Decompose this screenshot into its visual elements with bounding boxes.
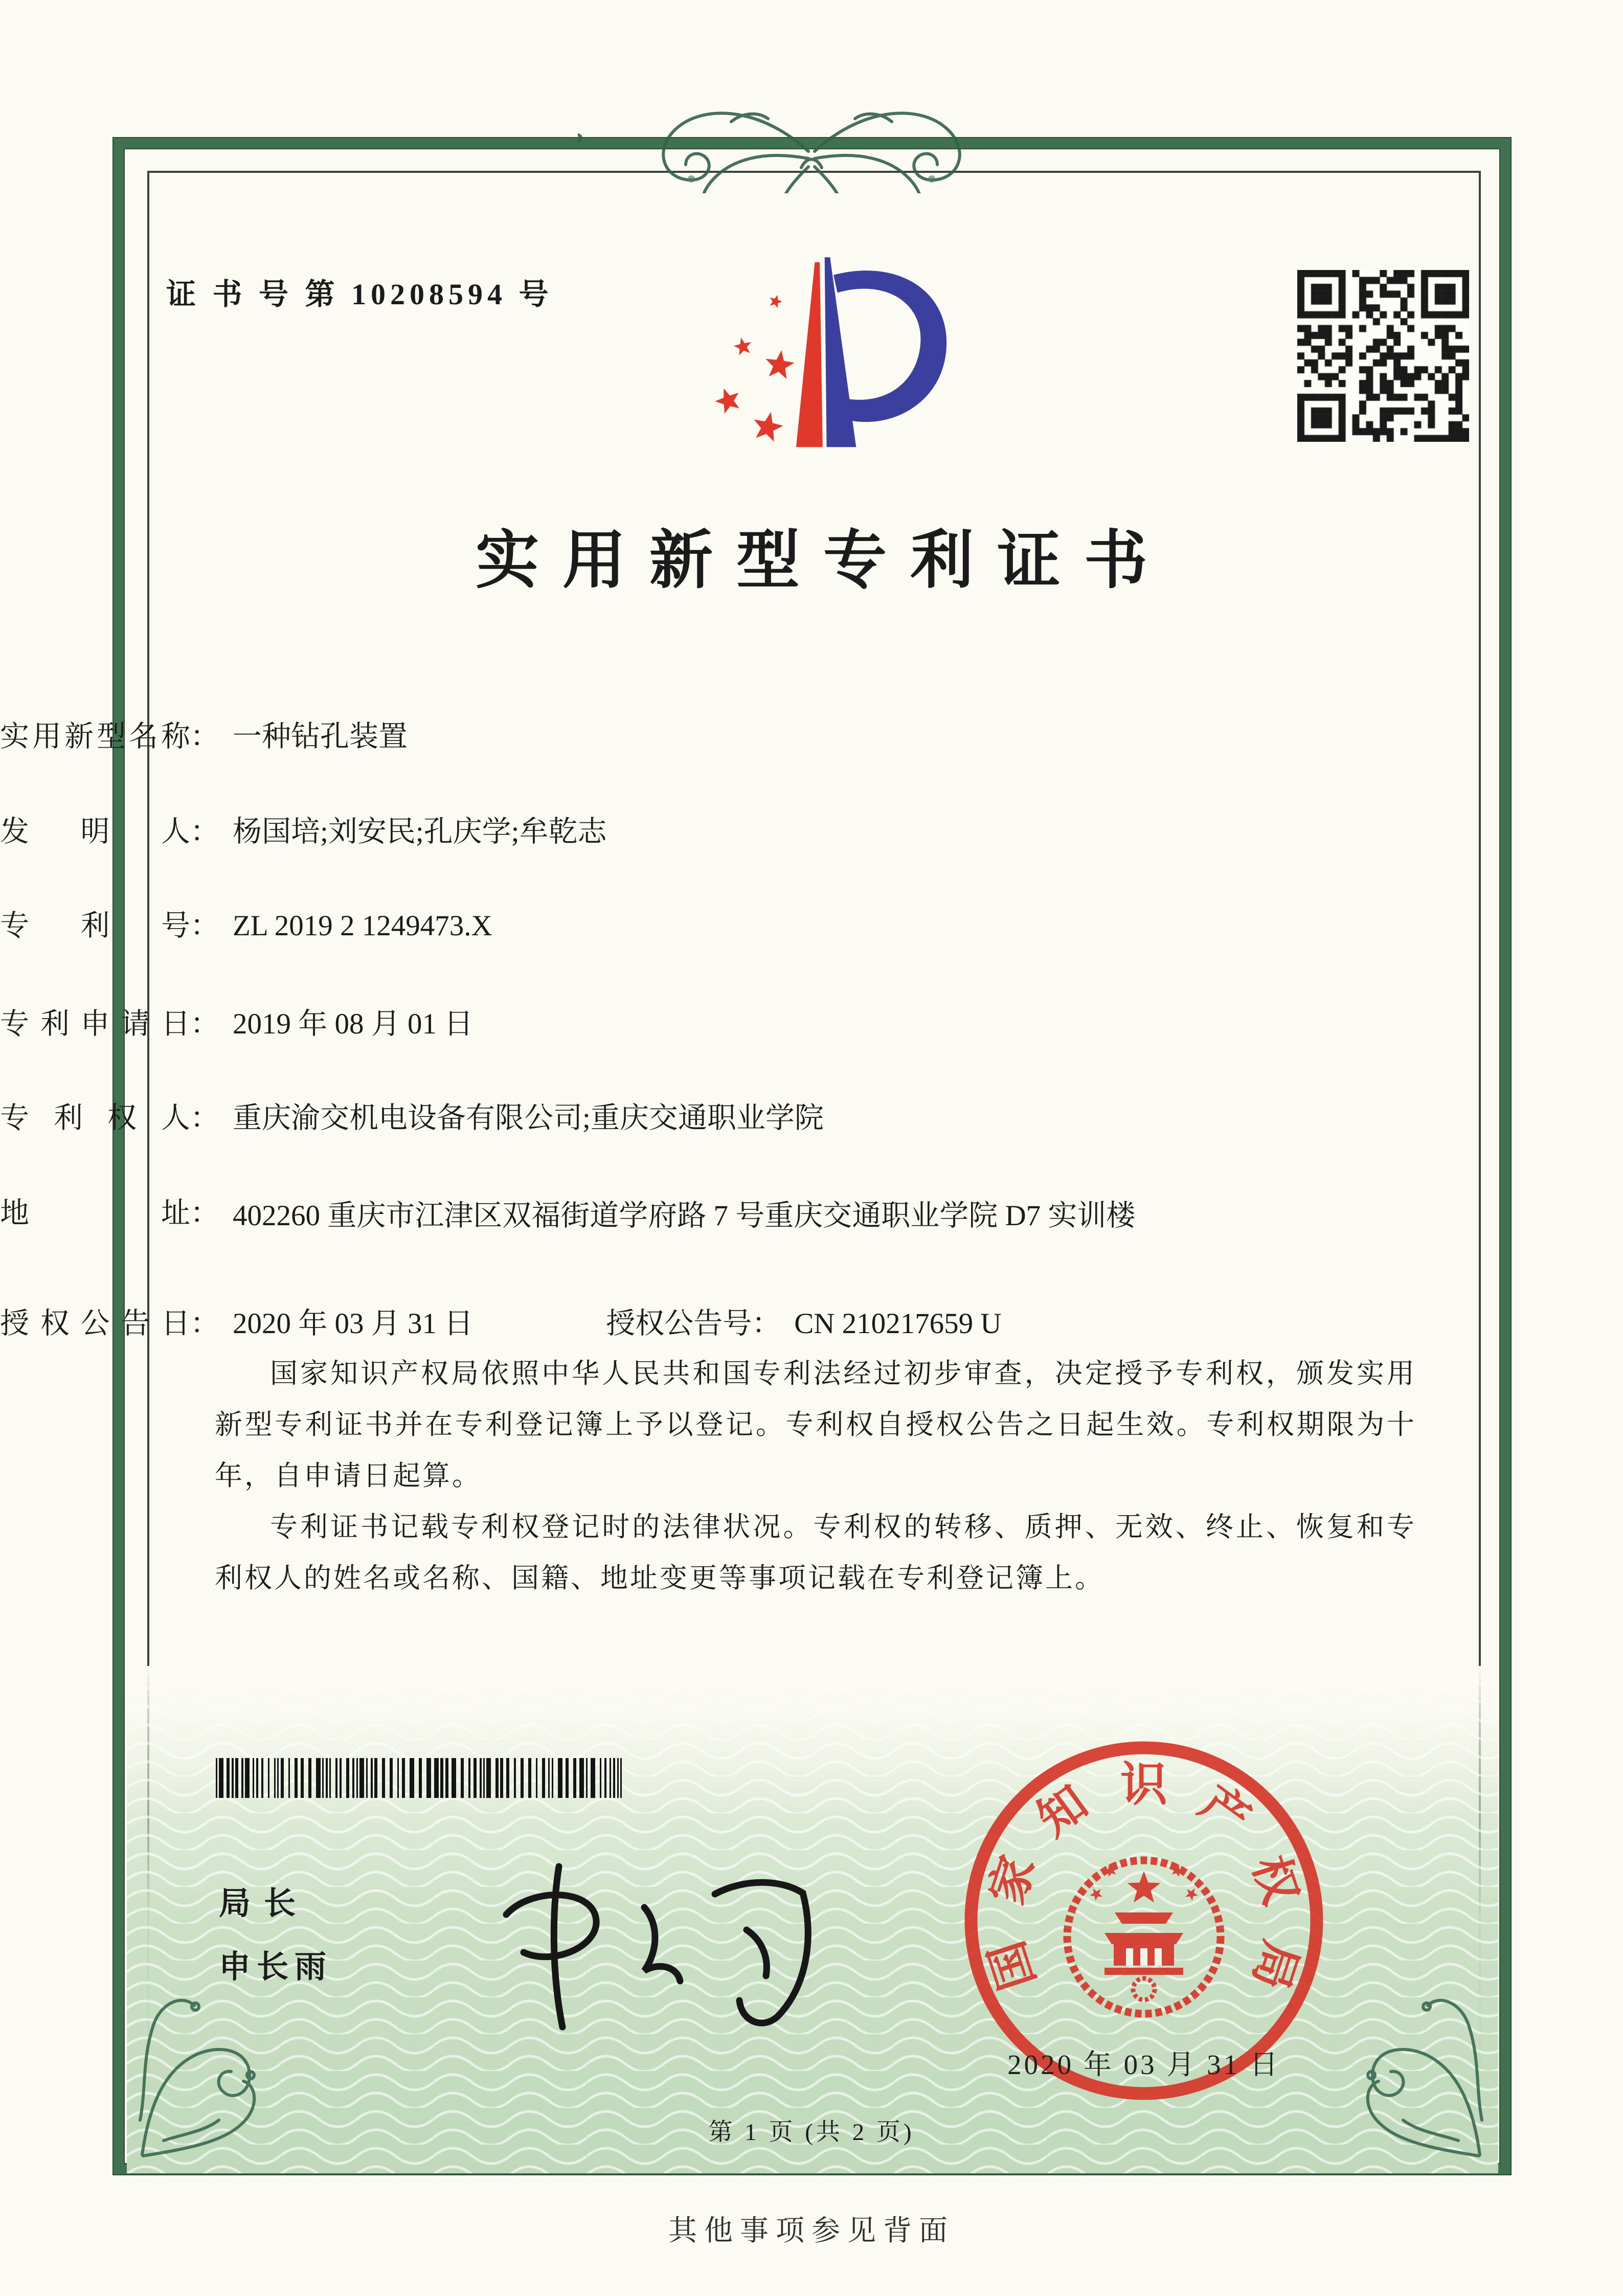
grant-no-label: 授权公告号: [606, 1308, 752, 1340]
director-name: 申长雨: [219, 1950, 333, 1985]
svg-text:权: 权: [1243, 1850, 1308, 1911]
director-signature: [476, 1837, 813, 2041]
field-colon: ：: [190, 910, 219, 942]
field-row-inventors: [0, 810, 607, 854]
field-colon: ：: [752, 1308, 781, 1340]
field-row-utility-name: [0, 715, 408, 759]
field-label: 地 址: [0, 1197, 190, 1229]
back-side-note: 其他事项参见背面: [668, 2215, 955, 2247]
grant-no-value: CN 210217659 U: [794, 1308, 1002, 1340]
field-label: 发 明 人: [0, 816, 190, 848]
field-row-address: [0, 1191, 1243, 1240]
top-dragon-ornament-icon: [578, 91, 1045, 193]
cnipa-logo-icon: [693, 252, 949, 459]
certificate-number: 证 书 号 第 10208594 号: [166, 278, 553, 311]
barcode: [216, 1758, 625, 1798]
field-colon: ：: [190, 1102, 219, 1134]
seal-date: 2020 年 03 月 31 日: [1007, 2049, 1280, 2080]
svg-text:产: 产: [1190, 1776, 1259, 1846]
field-colon: ：: [190, 721, 219, 753]
national-emblem-icon: [1067, 1860, 1221, 2014]
qr-code: [1297, 270, 1469, 442]
grant-date-value: 2020 年 03 月 31 日: [233, 1308, 474, 1340]
svg-text:知: 知: [1028, 1776, 1097, 1846]
official-seal: [957, 1732, 1331, 2106]
page-number: 第 1 页 (共 2 页): [708, 2119, 915, 2146]
field-label: 专 利 权 人: [0, 1102, 190, 1134]
svg-text:家: 家: [980, 1850, 1045, 1911]
legal-text: [215, 1348, 1416, 1604]
field-value: 402260 重庆市江津区双福街道学府路 7 号重庆交通职业学院 D7 实训楼: [233, 1200, 1136, 1232]
field-row-patent-number: [0, 904, 492, 948]
field-colon: ：: [190, 816, 219, 848]
field-value: 一种钻孔装置: [233, 721, 408, 753]
field-row-filing-date: [0, 1002, 473, 1046]
field-label: 专 利 号: [0, 910, 190, 942]
svg-text:识: 识: [1120, 1759, 1168, 1811]
field-label: 专 利 申 请 日: [0, 1008, 190, 1040]
director-title: 局长: [219, 1886, 309, 1921]
field-label: 实 用 新 型 名 称: [0, 721, 190, 753]
field-row-patentee: [0, 1096, 824, 1140]
field-colon: ：: [190, 1008, 219, 1040]
legal-paragraph-2: 专利证书记载专利权登记时的法律状况。专利权的转移、质押、无效、终止、恢复和专利权人的姓名或名称、国籍、地址变更等事项记载在专利登记簿上。: [215, 1512, 1416, 1593]
field-row-grant: [0, 1302, 1002, 1346]
svg-text:局: 局: [1243, 1934, 1308, 1996]
legal-paragraph-1: 国家知识产权局依照中华人民共和国专利法经过初步审查，决定授予专利权，颁发实用新型专利证书并在专利登记簿上予以登记。专利权自授权公告之日起生效。专利权期限为十年，自申请日起算。: [215, 1358, 1416, 1491]
field-colon: ：: [190, 1197, 219, 1229]
svg-text:国: 国: [980, 1934, 1045, 1996]
field-value: 重庆渝交机电设备有限公司;重庆交通职业学院: [233, 1102, 824, 1134]
field-colon: ：: [190, 1308, 219, 1340]
certificate-title: 实用新型专利证书: [475, 526, 1171, 596]
field-label: 授 权 公 告 日: [0, 1308, 190, 1340]
field-value: ZL 2019 2 1249473.X: [233, 910, 492, 942]
field-value: 杨国培;刘安民;孔庆学;牟乾志: [233, 816, 607, 848]
field-value: 2019 年 08 月 01 日: [233, 1008, 474, 1040]
